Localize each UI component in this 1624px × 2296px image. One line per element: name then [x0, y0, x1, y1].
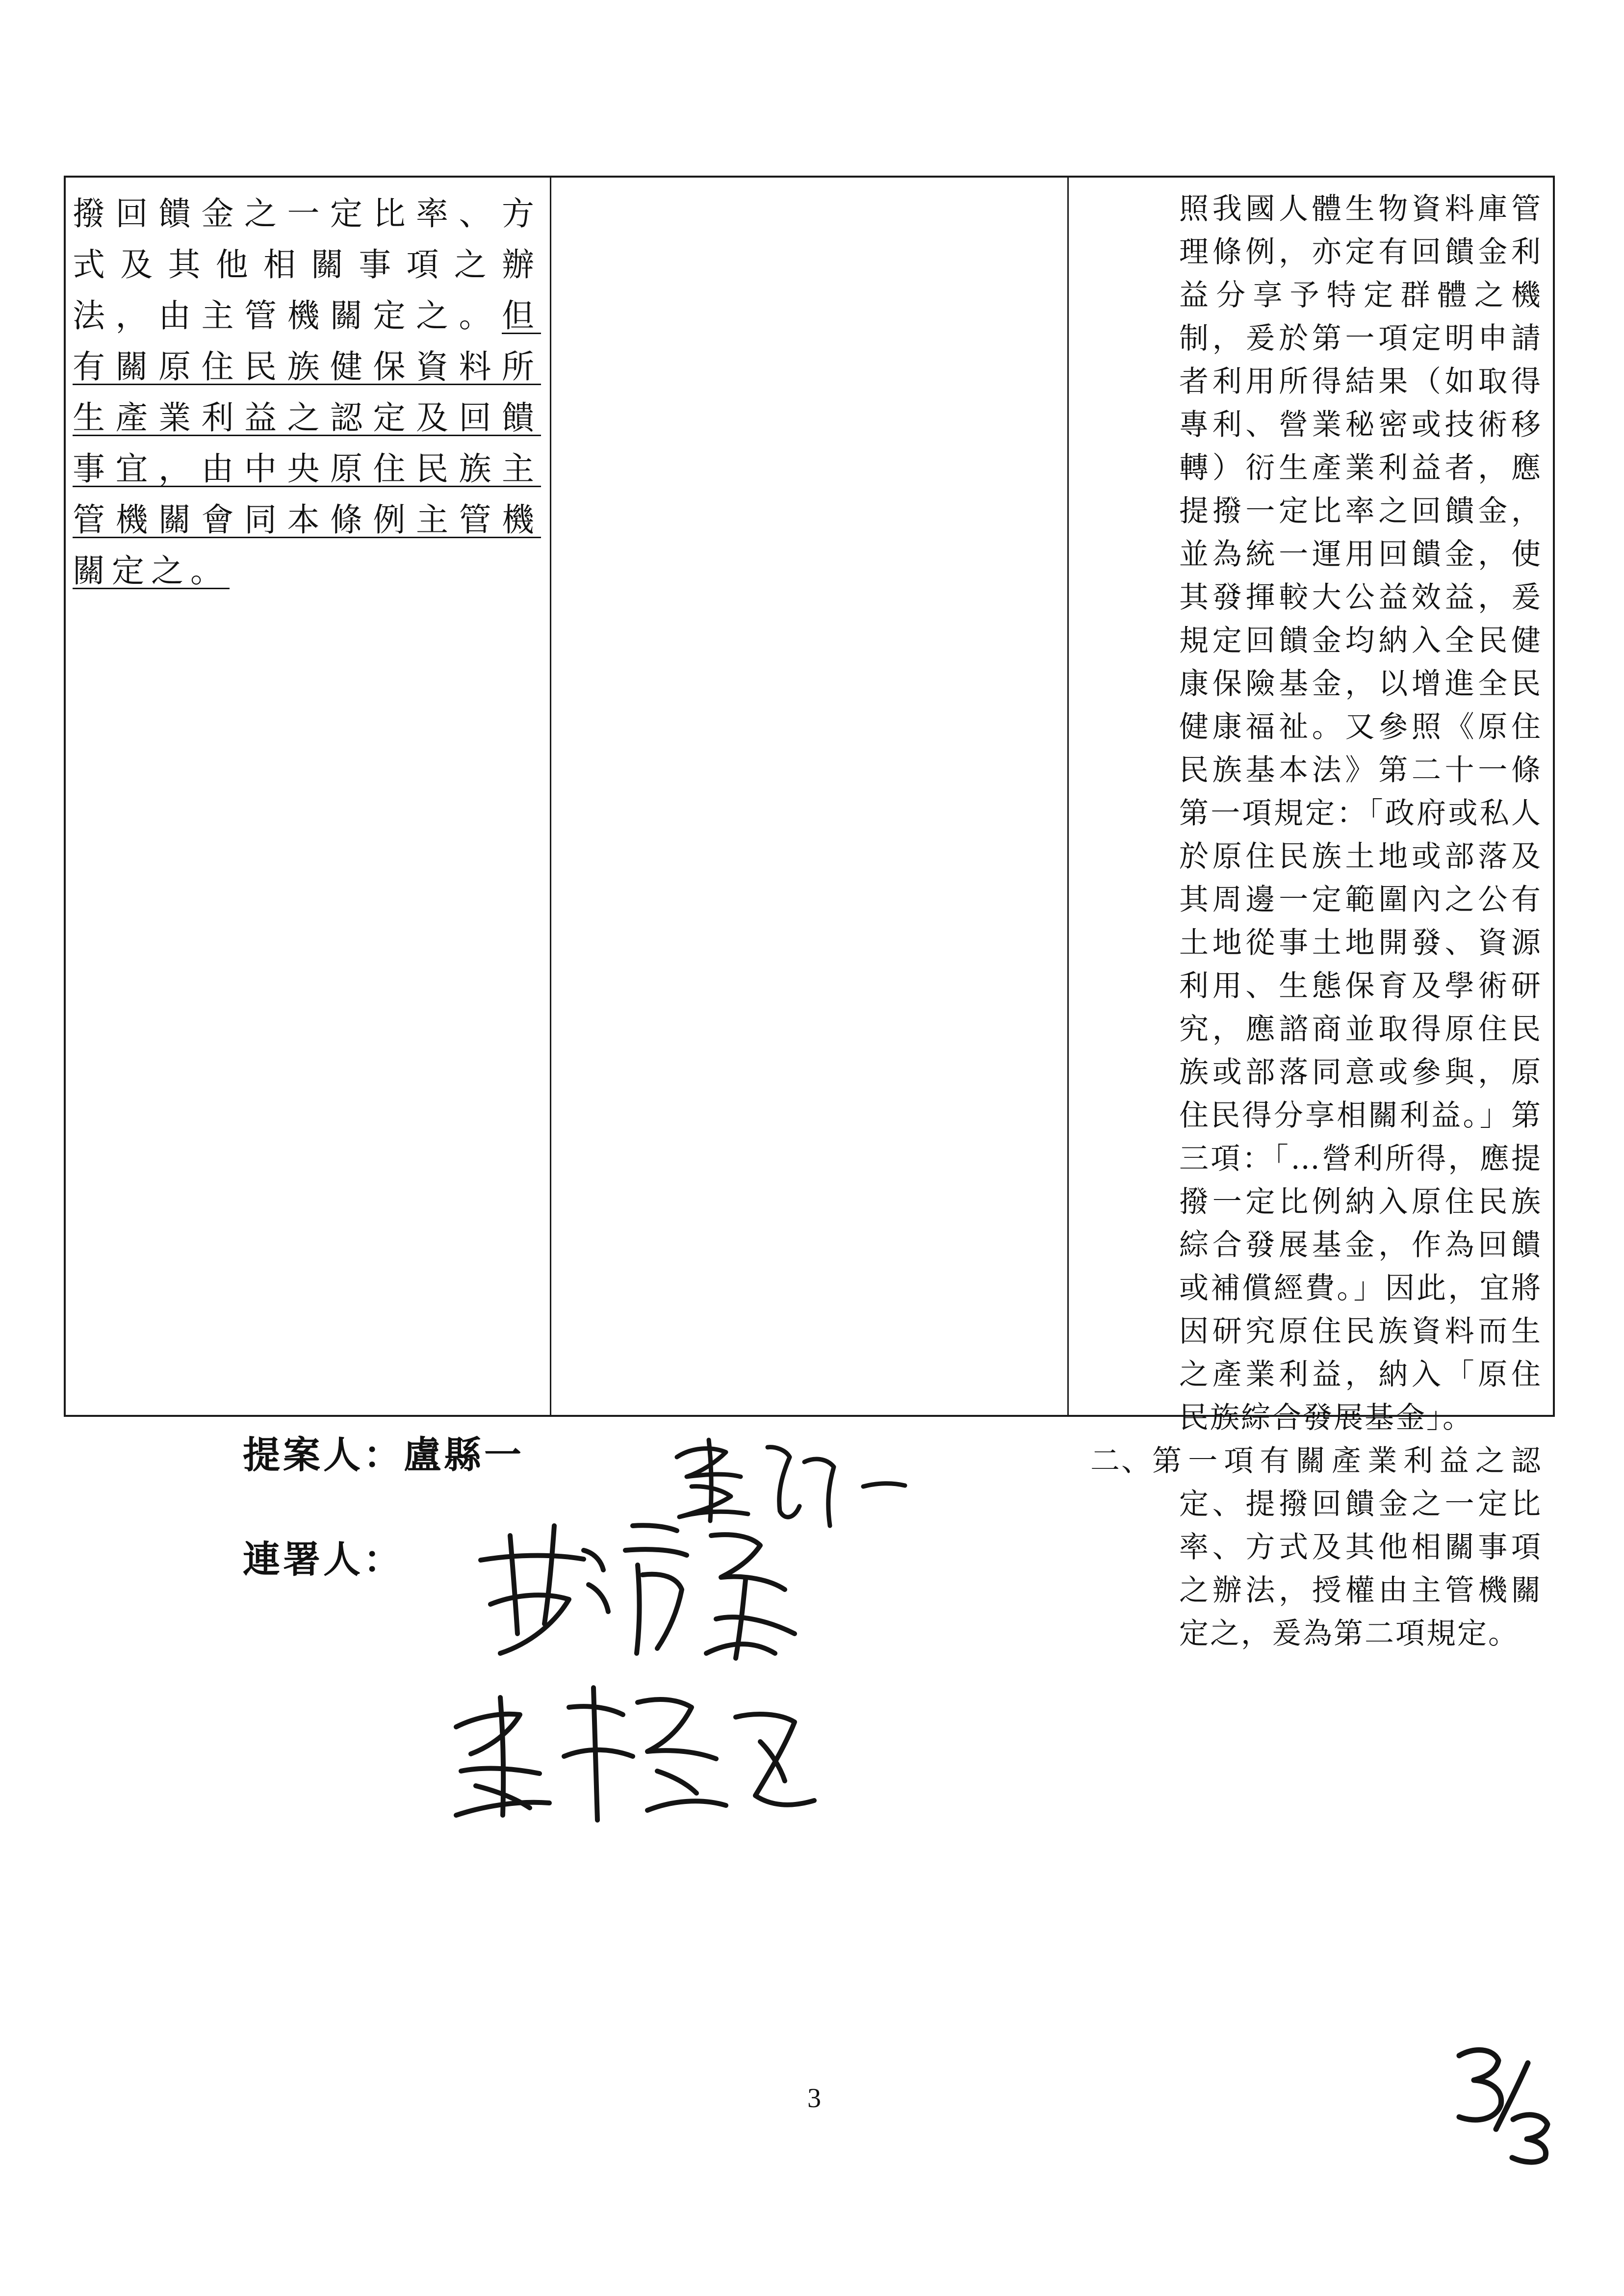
provision-text-plain: 撥回饋金之一定比率、方式及其他相關事項之辦法，由主管機關定之。	[73, 195, 541, 335]
explanation-item-1-text: 照我國人體生物資料庫管理條例，亦定有回饋金利益分享予特定群體之機制，爰於第一項定明申請者利用所得結果（如取得專利、營業秘密或技術移轉）衍生產業利益者，應提撥一定比率之回饋金，並為統一運用回饋金，使其發揮較大公益效益，爰規定回饋金均納入全民健康保險基金，以增進全民健康福祉。又參照《原住民族基本法》第二十一條第一項規定：「政府或私人於原住民族土地或部落及其周邊一定範圍內之公有土地從事土地開發、資源利用、生態保育及學術研究，應諮商並取得原住民族或部落同意或參與，原住民得分享相關利益。」第三項：「…營利所得，應提撥一定比例納入原住民族綜合發展基金，作為回饋或補償經費。」因此，宜將因研究原住民族資料而生之產業利益，納入「原住民族綜合發展基金」。	[1179, 192, 1542, 1435]
explanation-column	[1069, 178, 1553, 1651]
page-number: 3	[807, 2083, 821, 2113]
explanation-item-1	[1069, 187, 1542, 1439]
cosigner-signature-1	[471, 1506, 814, 1668]
proposer-name: 盧縣一	[404, 1433, 524, 1477]
cosigner-line	[243, 1530, 404, 1583]
current-provision-column	[551, 178, 1069, 1415]
amended-provision-text	[73, 188, 541, 597]
handwritten-page-mark	[1444, 2036, 1562, 2164]
proposer-label: 提案人：	[243, 1433, 404, 1477]
explanation-item-2	[1069, 1439, 1542, 1655]
amended-provision-column	[66, 178, 551, 1415]
cosigner-label: 連署人：	[243, 1538, 404, 1581]
provision-text-amendment: 但有關原住民族健保資料所生產業利益之認定及回饋事宜，由中央原住民族主管機關會同本條例主管機關定之。	[73, 297, 541, 590]
explanation-item-2-number: 二、	[1090, 1444, 1152, 1478]
explanation-item-2-text: 第一項有關產業利益之認定、提撥回饋金之一定比率、方式及其他相關事項之辦法，授權由主管機關定之，爰為第二項規定。	[1152, 1444, 1542, 1651]
item-1-indent	[1069, 187, 1179, 1439]
cosigner-signature-2	[441, 1668, 834, 1835]
proposer-line	[243, 1425, 524, 1479]
